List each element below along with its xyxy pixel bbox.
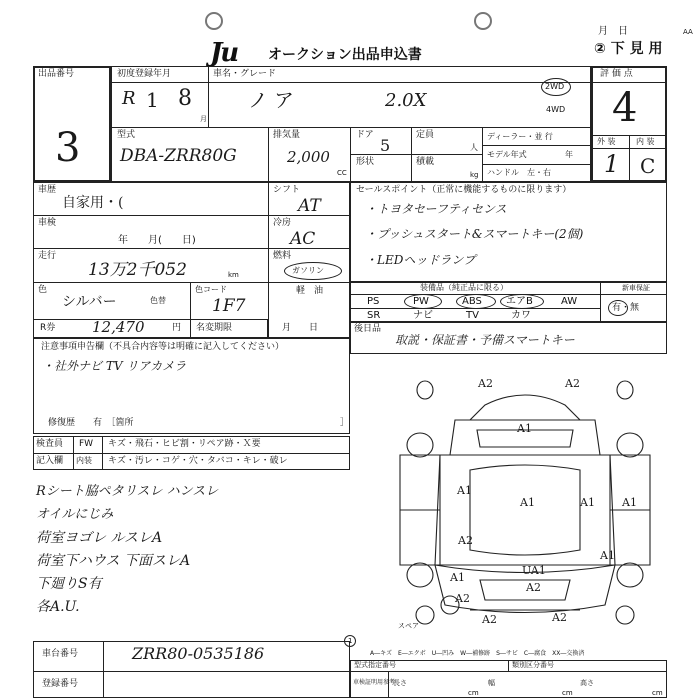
damage-mark: A1 <box>520 496 535 509</box>
cc-unit: CC <box>337 169 347 177</box>
mileage-label: 走行 <box>38 251 57 261</box>
damage-mark: A1 <box>580 496 595 509</box>
inspector-label: 検査員 <box>36 439 64 449</box>
color-code-label: 色コード <box>195 285 227 294</box>
damage-mark: A1 <box>457 484 472 497</box>
later-items-value: 取説・保証書・予備スマートキー <box>395 333 575 347</box>
equip-abs: ABS <box>462 296 482 307</box>
lot-no-label: 出品番号 <box>38 69 75 79</box>
ext-grade-value: 1 <box>604 150 620 178</box>
aa-label: AA <box>683 28 693 36</box>
fuel-value: ガソリン <box>292 266 324 275</box>
class-no-label: 類別区分番号 <box>512 661 554 669</box>
ext-label: 外 装 <box>597 137 616 146</box>
height-label: 高さ <box>580 679 594 687</box>
comment-4: 荷室下ハウス 下面スレA <box>36 553 191 569</box>
damage-mark: UA1 <box>522 564 546 577</box>
r-ken-label: R券 <box>40 323 56 333</box>
color-code-value: 1F7 <box>212 296 246 316</box>
cert-ref-label: 車検証明用参考 <box>353 679 396 686</box>
equip-airbag: エアB <box>506 296 533 307</box>
damage-mark: A1 <box>622 496 637 509</box>
damage-mark: A2 <box>565 377 580 390</box>
int-items: キズ・汚レ・コゲ・穴・タバコ・キレ・破レ <box>108 456 288 466</box>
damage-mark: A2 <box>552 611 567 624</box>
fuel-label: 燃料 <box>273 251 292 261</box>
lot-no-value: 3 <box>55 125 81 171</box>
warranty-value: 有・無 <box>612 303 640 313</box>
sales-point-3: ・LEDヘッドランプ <box>365 253 476 267</box>
equipment-label: 装備品（純正品に限る） <box>420 283 508 292</box>
car-name-value: ノア <box>248 88 300 112</box>
km-unit: km <box>228 271 239 279</box>
damage-mark: A1 <box>450 571 465 584</box>
color-change-label: 色替 <box>150 296 166 305</box>
width-cm: cm <box>562 689 573 697</box>
4wd-label: 4WD <box>546 105 566 114</box>
capacity-label: 定員 <box>416 130 435 140</box>
type-no-label: 型式指定番号 <box>354 661 396 669</box>
int-label: 内 装 <box>636 137 655 146</box>
comment-6: 各A.U. <box>36 599 80 615</box>
model-value: DBA-ZRR80G <box>120 146 237 166</box>
equip-tv: TV <box>466 310 479 321</box>
damage-mark: A2 <box>455 592 470 605</box>
equip-sr: SR <box>367 310 381 321</box>
damage-mark: A1 <box>517 422 532 435</box>
eval-label: 評 価 点 <box>600 69 633 79</box>
damage-mark: A2 <box>478 377 493 390</box>
reg-year-value: 1 <box>146 88 159 112</box>
copy-label: ② 下 見 用 <box>594 41 663 57</box>
shift-value: AT <box>298 196 321 216</box>
punch-hole <box>205 12 223 30</box>
width-label: 幅 <box>488 679 495 687</box>
inspection-label: 車検 <box>38 218 57 228</box>
int-grade-value: C <box>640 154 656 178</box>
car-name-label: 車名・グレード <box>213 69 277 79</box>
reg-era-value: R <box>122 88 136 109</box>
displacement-value: 2,000 <box>287 148 330 166</box>
fw-label: FW <box>79 439 94 449</box>
fuel-light-label: 軽 油 <box>296 286 324 296</box>
mileage-value: 13万2千052 <box>88 260 187 280</box>
notes-title: 注意事項申告欄（不具合内容等は明確に記入してください） <box>41 342 285 352</box>
damage-mark: A1 <box>600 549 615 562</box>
shift-label: シフト <box>273 185 301 195</box>
grade-value: 2.0X <box>385 90 427 111</box>
repair-bracket: ］ <box>340 418 350 428</box>
history-label: 車歴 <box>38 185 57 195</box>
page-no: 1 <box>348 637 353 645</box>
color-label: 色 <box>38 285 48 295</box>
shape-label: 形状 <box>356 157 375 167</box>
kg-unit: kg <box>470 171 479 179</box>
later-items-label: 後日品 <box>354 324 382 334</box>
repair-label: 修復歴 有 ［箇所 <box>48 418 134 428</box>
spare-label: スペア <box>398 622 419 630</box>
name-change-label: 名変期限 <box>196 323 233 333</box>
chassis-value: ZRR80-0535186 <box>132 644 265 663</box>
handle-label: ハンドル 左・右 <box>487 168 551 177</box>
notes-value: ・社外ナビ TV リアカメラ <box>42 359 187 373</box>
year-unit: 年 <box>565 150 573 159</box>
equip-ps: PS <box>367 296 380 307</box>
person-unit: 人 <box>470 143 478 152</box>
color-value: シルバー <box>62 294 117 310</box>
model-year-label: モデル年式 <box>487 150 527 159</box>
doors-value: 5 <box>380 136 391 155</box>
cooling-value: AC <box>290 229 316 249</box>
month-day-label: 月 日 <box>282 323 319 333</box>
damage-legend: A―キズ E―エクボ U―凹み W―補修跡 S―サビ C―腐食 XX―交換済 <box>370 650 585 657</box>
equip-aw: AW <box>561 296 578 307</box>
cooling-label: 冷房 <box>273 218 292 228</box>
form-title: オークション出品申込書 <box>268 47 422 63</box>
load-label: 積載 <box>416 157 435 167</box>
new-warranty-label: 新車保証 <box>622 284 650 292</box>
2wd-label: 2WD <box>545 82 565 91</box>
comment-3: 荷室ヨゴレ ルスレA <box>36 530 163 546</box>
logo: Ju <box>210 38 238 68</box>
punch-hole <box>474 12 492 30</box>
reg-month-value: 8 <box>178 86 192 111</box>
yen-unit: 円 <box>172 323 182 333</box>
sales-point-2: ・プッシュスタート&スマートキー(2個) <box>365 227 584 241</box>
first-reg-label: 初度登録年月 <box>117 69 172 79</box>
eval-score-value: 4 <box>612 85 638 131</box>
doors-label: ドア <box>356 130 374 140</box>
dealer-label: ディーラー・並 行 <box>487 132 553 141</box>
comment-1: Rシート脇ペタリスレ ハンスレ <box>36 484 219 499</box>
equip-pw: PW <box>413 296 429 307</box>
length-label: 長さ <box>393 679 407 687</box>
month-unit: 月 <box>200 115 207 123</box>
model-label: 型式 <box>117 130 136 140</box>
fw-items: キズ・飛石・ヒビ割・リペア跡・Ｘ要 <box>108 439 261 449</box>
length-cm: cm <box>468 689 479 697</box>
chassis-label: 車台番号 <box>42 649 79 659</box>
damage-mark: A2 <box>458 534 473 547</box>
r-ken-value: 12,470 <box>92 318 145 336</box>
entry-col-label: 記入欄 <box>36 456 64 466</box>
date-labels: 月 日 <box>598 26 628 37</box>
inspection-date-label: 年 月( 日) <box>118 235 196 246</box>
r-ken-box <box>33 319 268 338</box>
displacement-label: 排気量 <box>273 130 301 140</box>
equip-leather: カワ <box>511 310 531 321</box>
history-value: 自家用・( <box>62 195 124 211</box>
comment-2: オイルにじみ <box>36 507 114 522</box>
sales-points-label: セールスポイント（正常に機能するものに限ります） <box>356 185 572 195</box>
height-cm: cm <box>652 689 663 697</box>
damage-mark: A2 <box>526 581 541 594</box>
damage-mark: A2 <box>482 613 497 626</box>
sales-point-1: ・トヨタセーフティセンス <box>365 202 507 216</box>
equip-navi: ナビ <box>413 310 433 321</box>
interior-label: 内装 <box>76 456 92 465</box>
comment-5: 下廻りS有 <box>36 576 102 592</box>
reg-no-label: 登録番号 <box>42 679 79 689</box>
